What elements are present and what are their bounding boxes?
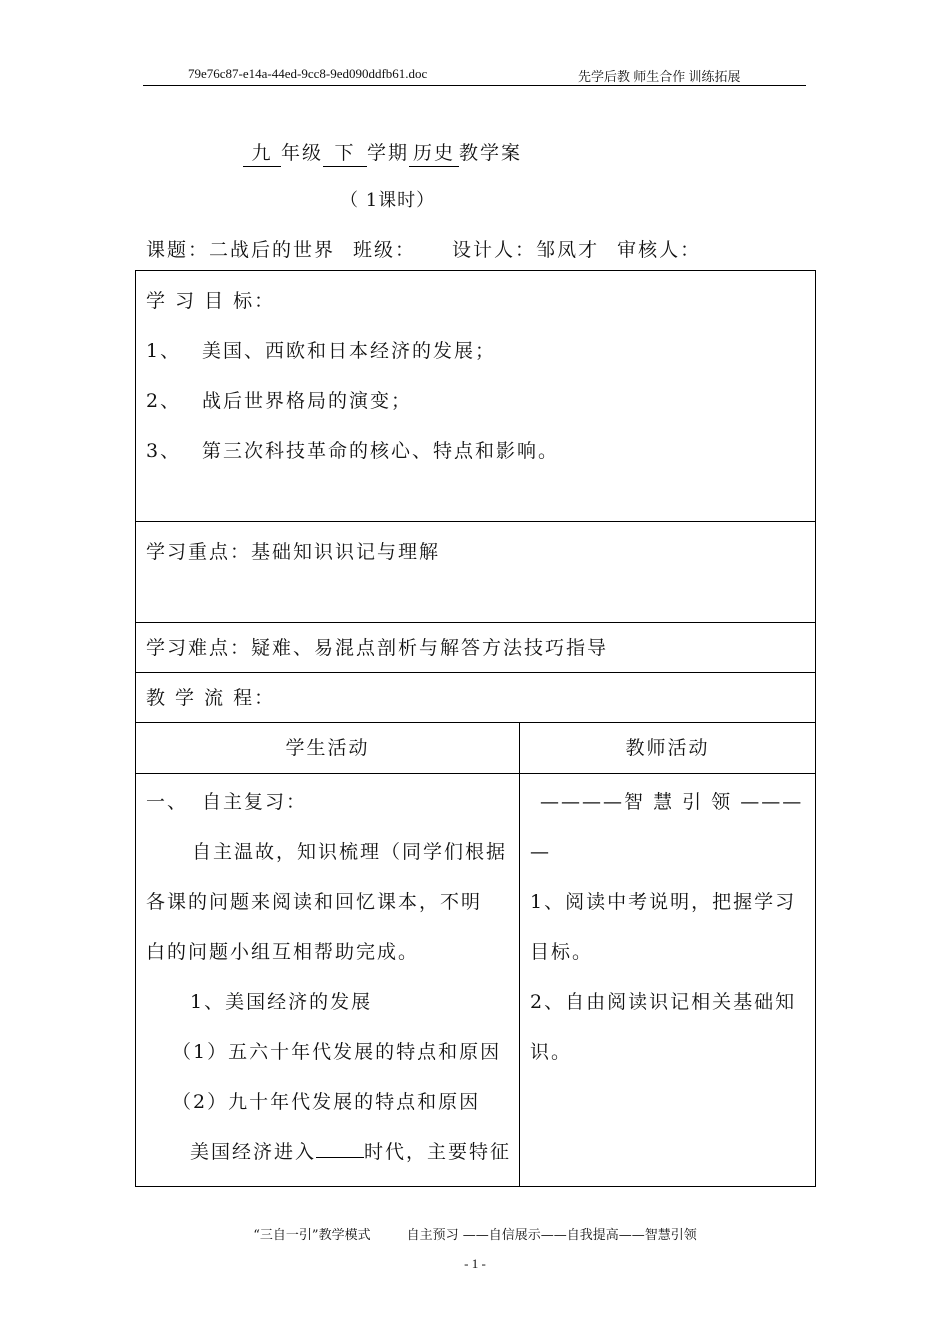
header-motto: 先学后教 师生合作 训练拓展 bbox=[578, 69, 741, 84]
difficulties-label: 学习难点： bbox=[146, 637, 252, 659]
lesson-count: （ 1课时） bbox=[340, 190, 436, 211]
teacher-activity-cell bbox=[520, 774, 816, 1187]
info-line bbox=[146, 235, 701, 262]
objective-item: 2、 战后世界格局的演变； bbox=[146, 390, 413, 412]
title-grade-suffix: 年级 bbox=[281, 142, 324, 164]
teacher-item: 目标。 bbox=[530, 941, 594, 963]
topic: 二战后的世界 bbox=[209, 239, 336, 261]
process-cell bbox=[136, 673, 816, 723]
objective-item: 1、 美国、西欧和日本经济的发展； bbox=[146, 340, 497, 362]
fill-in-line: 美国经济进入 时代，主要特征 bbox=[146, 1136, 511, 1186]
review-heading: 一、 自主复习： bbox=[146, 791, 308, 813]
header-rule bbox=[143, 85, 806, 86]
header-filename: 79e76c87-e14a-44ed-9cc8-9ed090ddfb61.doc bbox=[188, 66, 428, 81]
title-grade: 九 bbox=[243, 143, 281, 167]
title-term-suffix: 学期 bbox=[367, 142, 410, 164]
key-points-cell bbox=[136, 522, 816, 623]
title-term: 下 bbox=[323, 143, 367, 167]
footer bbox=[0, 1224, 950, 1243]
footer-steps: 自主预习 ——自信展示——自我提高——智慧引领 bbox=[406, 1228, 697, 1243]
student-paragraph-line: 自主温故，知识梳理（同学们根据 bbox=[192, 841, 508, 863]
title-doc-type: 教学案 bbox=[459, 142, 523, 164]
title-subject: 历史 bbox=[409, 143, 459, 167]
objectives-cell bbox=[136, 271, 816, 522]
designer-label: 设计人： bbox=[452, 239, 537, 261]
class-label: 班级： bbox=[353, 239, 417, 261]
designer: 邹凤才 bbox=[536, 239, 600, 261]
page-title bbox=[243, 138, 522, 167]
topic-label: 课题： bbox=[146, 239, 210, 261]
objectives-label: 学 习 目 标： bbox=[146, 290, 276, 312]
key-points-text: 基础知识识记与理解 bbox=[251, 541, 441, 563]
subtopic-us-economy: 1、美国经济的发展 bbox=[190, 991, 373, 1013]
subtopic-item: （2）九十年代发展的特点和原因 bbox=[172, 1091, 481, 1113]
wisdom-guide-heading-cont: — bbox=[530, 841, 552, 863]
student-activity-cell bbox=[136, 774, 520, 1187]
fill-in-blank[interactable] bbox=[316, 1137, 364, 1158]
key-points-label: 学习重点： bbox=[146, 541, 252, 563]
teacher-column-header: 教师活动 bbox=[520, 723, 816, 774]
teacher-item: 2、自由阅读识记相关基础知 bbox=[530, 991, 797, 1013]
objective-item: 3、 第三次科技革命的核心、特点和影响。 bbox=[146, 440, 560, 462]
difficulties-cell bbox=[136, 623, 816, 673]
student-paragraph-line: 各课的问题来阅读和回忆课本，不明 bbox=[146, 891, 483, 913]
page-number: - 1 - bbox=[464, 1256, 486, 1271]
subtopic-item: （1）五六十年代发展的特点和原因 bbox=[172, 1041, 502, 1063]
wisdom-guide-heading: ————智 慧 引 领 ——— bbox=[540, 791, 804, 813]
student-paragraph-line: 白的问题小组互相帮助完成。 bbox=[146, 941, 420, 963]
process-label: 教 学 流 程： bbox=[146, 687, 276, 709]
difficulties-text: 疑难、易混点剖析与解答方法技巧指导 bbox=[251, 637, 609, 659]
teacher-item: 1、阅读中考说明，把握学习 bbox=[530, 891, 797, 913]
lesson-plan-table bbox=[135, 270, 816, 1187]
reviewer-label: 审核人： bbox=[617, 239, 702, 261]
footer-mode: “三自一引”教学模式 bbox=[253, 1228, 371, 1243]
student-column-header: 学生活动 bbox=[136, 723, 520, 774]
teacher-item: 识。 bbox=[530, 1041, 573, 1063]
